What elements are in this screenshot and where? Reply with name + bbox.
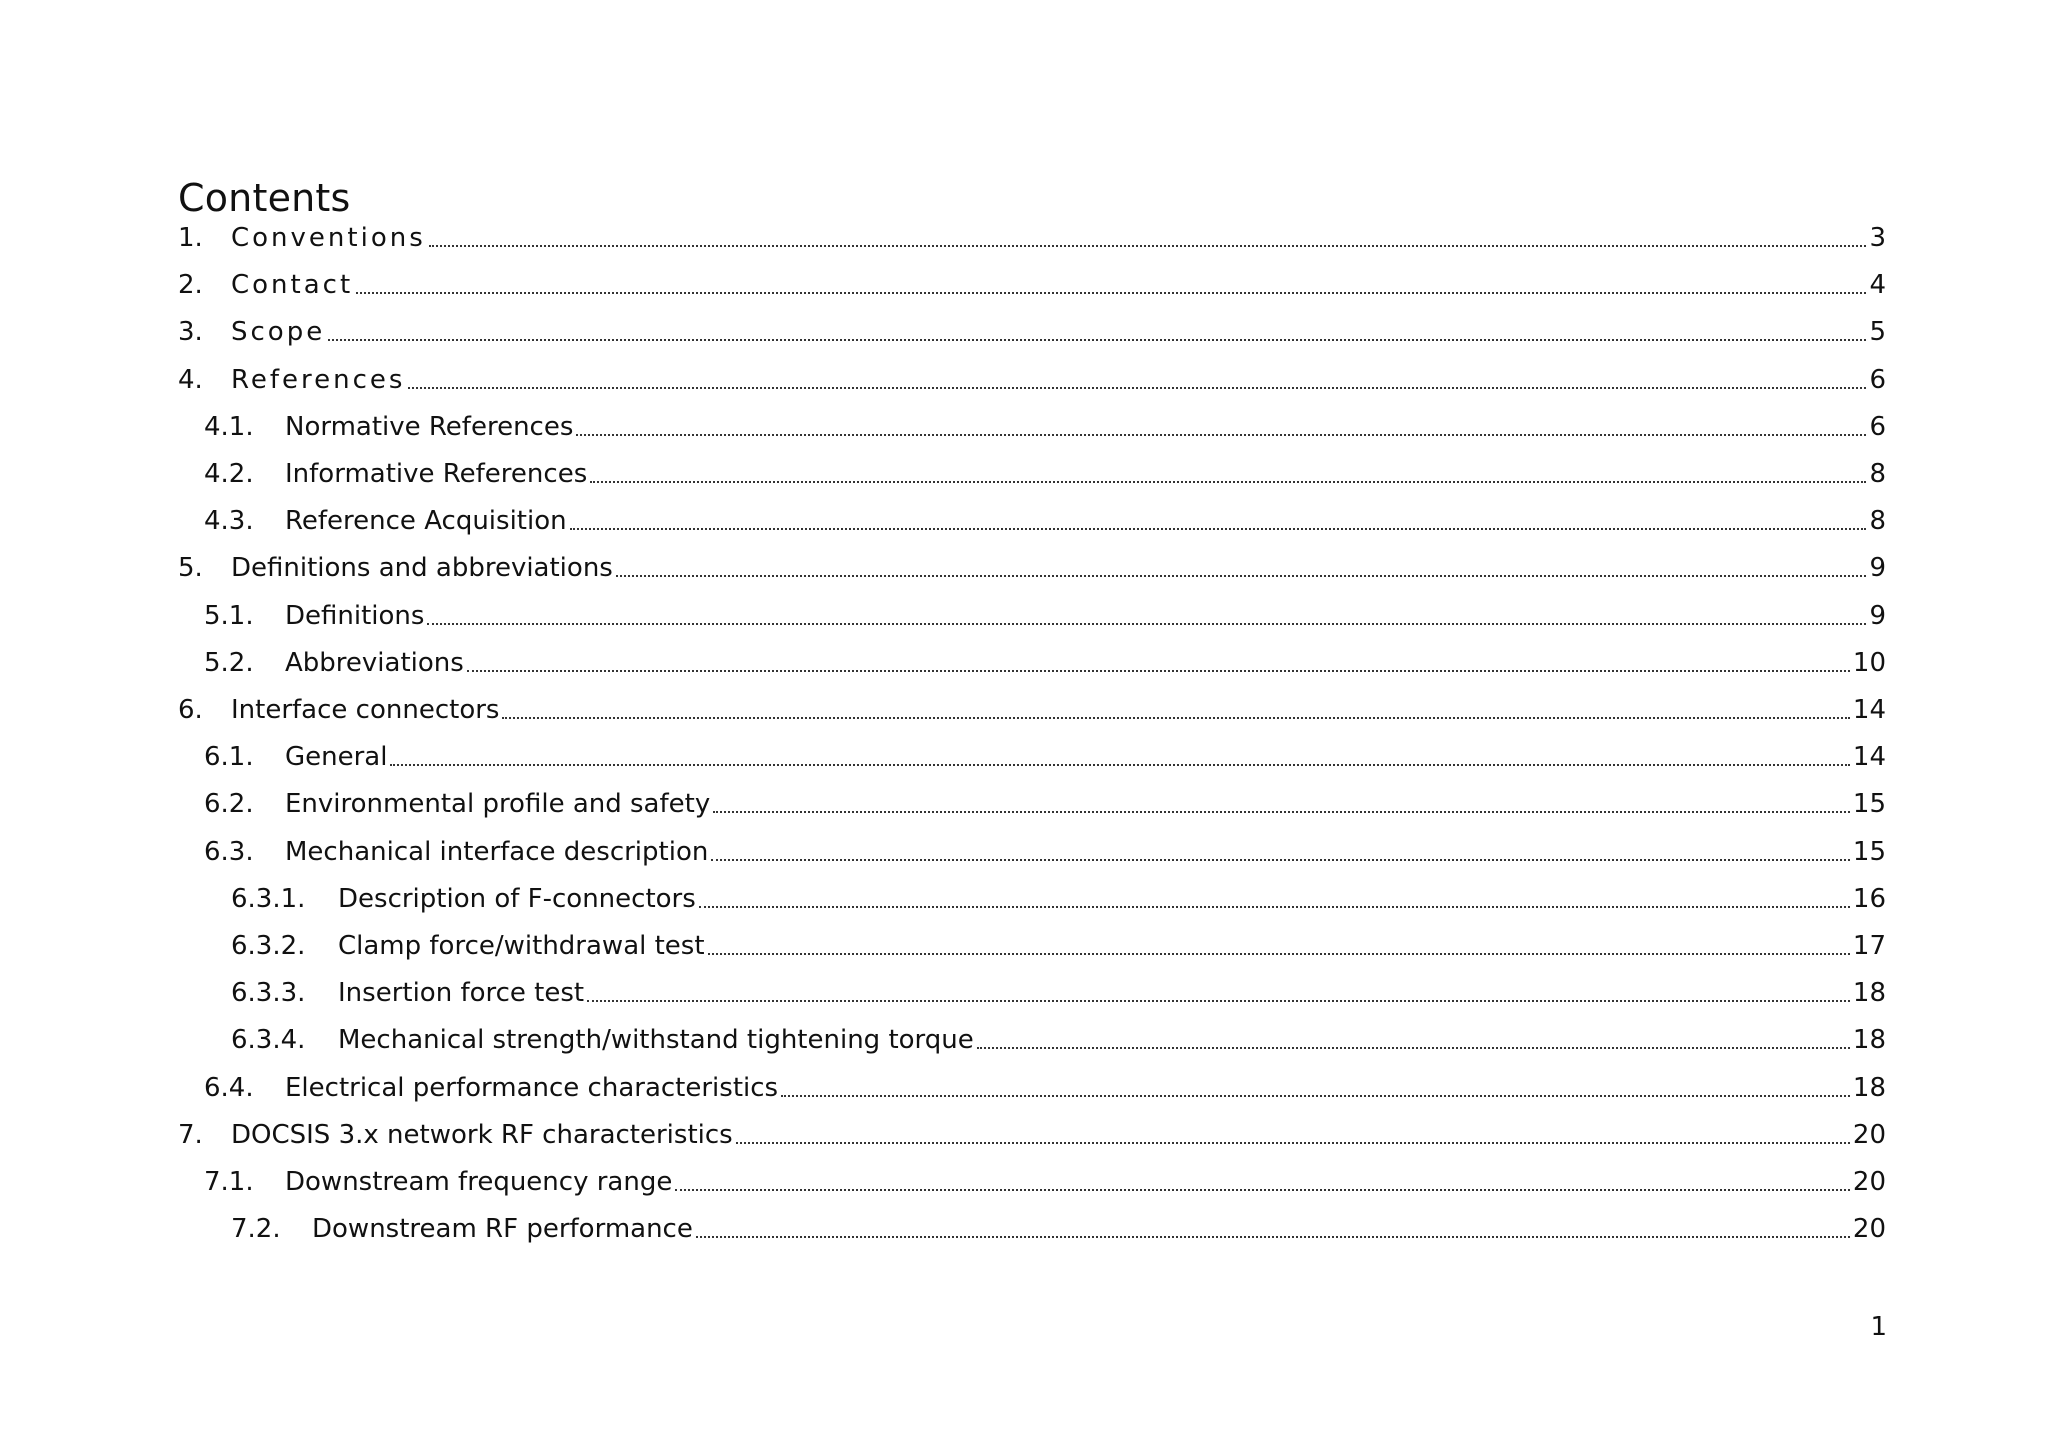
toc-entry[interactable] xyxy=(204,600,1886,632)
dot-leader xyxy=(699,906,1850,908)
toc-entry-page[interactable]: 18 xyxy=(1852,978,1886,1009)
toc-entry[interactable] xyxy=(178,552,1886,584)
toc-entry-title[interactable]: General xyxy=(285,742,388,773)
toc-entry-page[interactable]: 8 xyxy=(1869,459,1886,489)
dot-leader xyxy=(328,339,1866,341)
toc-entry-number: 7.1. xyxy=(204,1167,254,1197)
dot-leader xyxy=(616,575,1867,577)
dot-leader xyxy=(736,1142,1850,1144)
toc-entry-number: 6.3.3. xyxy=(231,978,306,1009)
toc-entry[interactable] xyxy=(204,741,1886,773)
dot-leader xyxy=(696,1236,1850,1238)
toc-entry-number: 4.1. xyxy=(204,411,254,442)
toc-entry[interactable] xyxy=(178,1119,1886,1151)
toc-entry-number: 3. xyxy=(178,317,203,348)
toc-entry[interactable] xyxy=(204,411,1886,443)
dot-leader xyxy=(427,623,1866,625)
toc-entry-number: 4.3. xyxy=(204,506,254,537)
dot-leader xyxy=(576,434,1866,436)
toc-entry-title[interactable]: Conventions xyxy=(231,223,426,253)
toc-entry[interactable] xyxy=(231,930,1886,962)
toc-entry-page[interactable]: 9 xyxy=(1869,600,1886,631)
page-title: Contents xyxy=(178,176,351,220)
toc-entry-number: 6.3.2. xyxy=(231,931,306,961)
toc-entry[interactable] xyxy=(204,1166,1886,1198)
dot-leader xyxy=(713,811,1850,813)
dot-leader xyxy=(708,953,1850,955)
dot-leader xyxy=(429,245,1867,247)
toc-entry-page[interactable]: 6 xyxy=(1869,411,1886,442)
toc-entry[interactable] xyxy=(204,505,1886,537)
toc-entry-number: 6.3. xyxy=(204,836,254,867)
dot-leader xyxy=(587,1000,1850,1002)
toc-entry[interactable] xyxy=(204,647,1886,679)
toc-entry-number: 7. xyxy=(178,1119,203,1150)
toc-entry-page[interactable]: 5 xyxy=(1869,317,1886,348)
toc-entry-page[interactable]: 10 xyxy=(1852,647,1886,678)
toc-entry-title[interactable]: References xyxy=(231,364,406,395)
toc-entry-number: 5.1. xyxy=(204,600,254,631)
toc-entry[interactable] xyxy=(231,1213,1886,1245)
toc-entry-title[interactable]: Definitions and abbreviations xyxy=(231,553,613,584)
toc-entry-title[interactable]: Contact xyxy=(231,270,354,301)
toc-entry-title[interactable]: Normative References xyxy=(285,411,574,442)
dot-leader xyxy=(711,859,1850,861)
toc-entry[interactable] xyxy=(178,364,1886,396)
toc-entry[interactable] xyxy=(204,458,1886,490)
toc-entry-page[interactable]: 8 xyxy=(1869,506,1886,537)
toc-entry-page[interactable]: 15 xyxy=(1852,789,1886,820)
dot-leader xyxy=(356,292,1866,294)
toc-entry-number: 2. xyxy=(178,270,203,301)
dot-leader xyxy=(408,387,1866,389)
toc-entry-page[interactable]: 20 xyxy=(1852,1214,1886,1245)
toc-entry-page[interactable]: 15 xyxy=(1852,836,1886,867)
toc-entry-title[interactable]: Abbreviations xyxy=(285,647,464,678)
toc-entry-title[interactable]: Clamp force/withdrawal test xyxy=(338,931,705,961)
toc-entry-title[interactable]: Definitions xyxy=(285,600,425,631)
dot-leader xyxy=(570,528,1867,530)
toc-entry-title[interactable]: Insertion force test xyxy=(338,978,585,1009)
dot-leader xyxy=(502,717,1849,719)
toc-entry[interactable] xyxy=(204,836,1886,868)
toc-entry-number: 6. xyxy=(178,695,203,725)
toc-entry-number: 1. xyxy=(178,223,203,253)
toc-entry-title[interactable]: Interface connectors xyxy=(231,695,500,725)
toc-entry-page[interactable]: 6 xyxy=(1869,364,1886,395)
toc-entry-page[interactable]: 14 xyxy=(1852,695,1886,725)
toc-entry[interactable] xyxy=(178,694,1886,726)
toc-entry[interactable] xyxy=(231,883,1886,915)
toc-entry-page[interactable]: 17 xyxy=(1852,931,1886,961)
toc-entry-page[interactable]: 20 xyxy=(1852,1119,1886,1150)
toc-entry-number: 7.2. xyxy=(231,1214,281,1245)
toc-entry-title[interactable]: Environmental profile and safety xyxy=(285,789,711,820)
dot-leader xyxy=(590,481,1866,483)
toc-entry-title[interactable]: Downstream frequency range xyxy=(285,1167,673,1197)
toc-entry[interactable] xyxy=(178,222,1886,254)
toc-entry-number: 6.3.1. xyxy=(231,883,306,914)
toc-entry-page[interactable]: 18 xyxy=(1852,1025,1886,1056)
toc-entry-title[interactable]: Mechanical strength/withstand tightening torque xyxy=(338,1025,974,1056)
toc-entry-page[interactable]: 4 xyxy=(1869,270,1886,301)
toc-entry[interactable] xyxy=(231,977,1886,1009)
toc-entry-title[interactable]: Mechanical interface description xyxy=(285,836,709,867)
toc-entry-title[interactable]: Electrical performance characteristics xyxy=(285,1072,779,1103)
toc-entry-title[interactable]: Description of F-connectors xyxy=(338,883,696,914)
toc-entry-page[interactable]: 14 xyxy=(1852,742,1886,773)
dot-leader xyxy=(781,1095,1850,1097)
toc-entry-page[interactable]: 16 xyxy=(1852,883,1886,914)
toc-entry-number: 5.2. xyxy=(204,647,254,678)
toc-entry-number: 5. xyxy=(178,553,203,584)
dot-leader xyxy=(675,1189,1850,1191)
toc-entry-page[interactable]: 3 xyxy=(1869,223,1886,253)
page-number: 1 xyxy=(1870,1312,1887,1342)
toc-entry[interactable] xyxy=(178,269,1886,301)
toc-entry-title[interactable]: DOCSIS 3.x network RF characteristics xyxy=(231,1119,733,1150)
dot-leader xyxy=(467,670,1850,672)
toc-entry-number: 6.2. xyxy=(204,789,254,820)
toc-entry[interactable] xyxy=(204,1072,1886,1104)
toc-entry-number: 6.3.4. xyxy=(231,1025,306,1056)
toc-entry[interactable] xyxy=(178,316,1886,348)
toc-entry-number: 4. xyxy=(178,364,203,395)
toc-entry-number: 6.1. xyxy=(204,742,254,773)
toc-entry-page[interactable]: 20 xyxy=(1852,1167,1886,1197)
toc-entry-title[interactable]: Reference Acquisition xyxy=(285,506,567,537)
toc-entry-page[interactable]: 9 xyxy=(1869,553,1886,584)
toc-entry-number: 4.2. xyxy=(204,459,254,489)
toc-entry-page[interactable]: 18 xyxy=(1852,1072,1886,1103)
toc-entry[interactable] xyxy=(204,788,1886,820)
toc-entry-title[interactable]: Downstream RF performance xyxy=(312,1214,693,1245)
toc-entry[interactable] xyxy=(231,1024,1886,1056)
toc-entry-title[interactable]: Scope xyxy=(231,317,326,348)
dot-leader xyxy=(977,1047,1850,1049)
toc-entry-title[interactable]: Informative References xyxy=(285,459,588,489)
dot-leader xyxy=(390,764,1849,766)
toc-entry-number: 6.4. xyxy=(204,1072,254,1103)
